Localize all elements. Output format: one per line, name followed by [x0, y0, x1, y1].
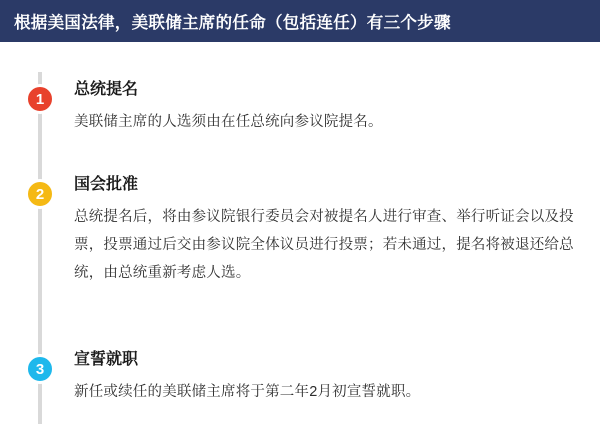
step-item-3: [74, 350, 584, 406]
step-text-2: 总统提名后，将由参议院银行委员会对被提名人进行审查、举行听证会以及投票，投票通过后交由参议院全体议员进行投票；若未通过，提名将被退还给总统，由总统重新考虑人选。: [74, 209, 574, 281]
step-text-3: 新任或续任的美联储主席将于第二年2月初宣誓就职。: [74, 384, 421, 400]
step-text-1: 美联储主席的人选须由在任总统向参议院提名。: [74, 114, 383, 130]
step-item-1: [74, 80, 584, 136]
step-number-badge-1: 1: [25, 84, 55, 114]
step-number-badge-3: 3: [25, 354, 55, 384]
header-bar: [0, 0, 600, 42]
step-item-2: [74, 175, 574, 287]
step-title-2: 国会批准: [74, 176, 139, 193]
step-number-badge-2: 2: [25, 179, 55, 209]
step-title-3: 宣誓就职: [74, 351, 139, 368]
page-title: 根据美国法律，美联储主席的任命（包括连任）有三个步骤: [14, 14, 451, 32]
step-title-1: 总统提名: [74, 81, 139, 98]
